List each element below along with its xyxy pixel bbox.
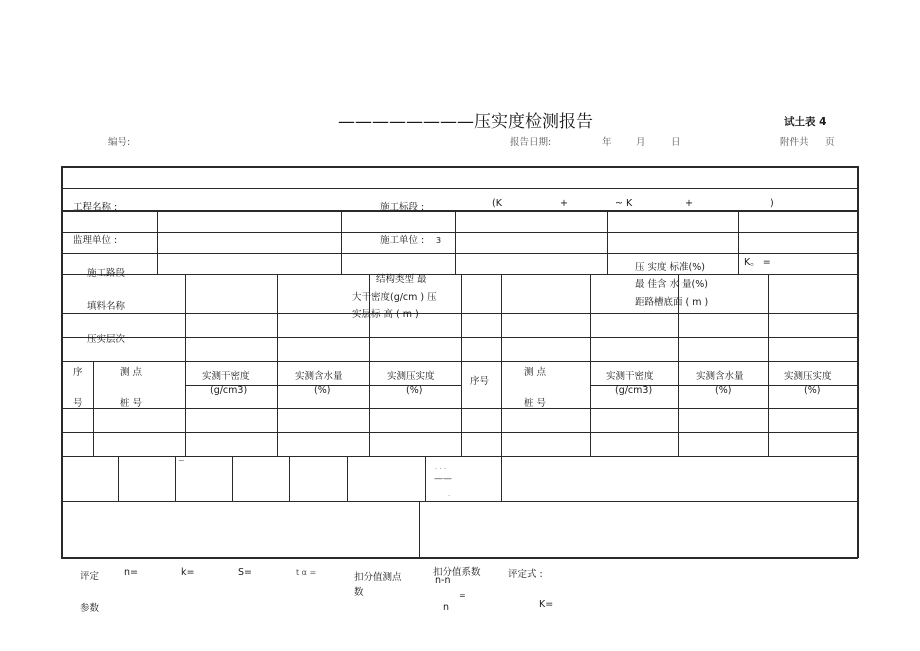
seq2-header: 序号 <box>470 376 490 387</box>
project-name-label: 工程名称 : <box>73 202 118 213</box>
moisture-unit-2: (%) <box>715 385 732 396</box>
moisture-unit: (%) <box>314 385 331 396</box>
deduct-points-label: 扣分值测点 <box>354 572 402 583</box>
compaction-header-2: 实测压实度 <box>784 371 832 382</box>
dots-mark: . . . <box>435 463 447 471</box>
seq-top: 序 <box>73 367 83 378</box>
plus-one: + <box>560 198 568 209</box>
compaction-header: 实测压实度 <box>387 371 435 382</box>
pages-label: 页 <box>825 137 835 148</box>
compaction-unit: (%) <box>406 385 423 396</box>
number-label: 编号: <box>108 137 131 148</box>
k-label: k= <box>181 567 195 578</box>
point2-top: 测 点 <box>524 367 547 378</box>
month-label: 月 <box>636 137 646 148</box>
contractor-note: 3 <box>436 236 442 245</box>
section-label: 施工标段 : <box>380 202 425 213</box>
count-label: 数 <box>354 587 364 598</box>
compaction-standard-label: 压 实度 标准(%) <box>635 262 705 273</box>
form-code: 试土表 4 <box>784 116 827 128</box>
dry-density-unit-2: (g/cm3) <box>615 385 653 396</box>
stake-label: 桩 号 <box>120 398 143 409</box>
dash-mark: —— <box>434 474 452 484</box>
moisture-header: 实测含水量 <box>295 371 343 382</box>
K-label: K= <box>539 599 554 610</box>
contractor-label: 施工单位 : <box>380 235 425 246</box>
eq-label: = <box>459 591 466 600</box>
road-label: 施工路段 <box>87 268 126 279</box>
supervisor-label: 监理单位 : <box>73 235 118 246</box>
distance-label: 距路槽底面 ( m ) <box>635 297 709 308</box>
layer-label: 压实层次 <box>87 334 126 345</box>
ta-label: t α = <box>296 568 317 577</box>
title-text: 压实度检测报告 <box>474 112 593 132</box>
dry-density-header-2: 实测干密度 <box>606 371 654 382</box>
stake2-label: 桩 号 <box>524 398 547 409</box>
n-label: n= <box>124 567 138 578</box>
dry-density-header: 实测干密度 <box>202 371 250 382</box>
eval-label: 评定 <box>80 571 100 582</box>
title-rule: ———————— <box>338 112 474 132</box>
k0-label: K。 = <box>744 257 771 268</box>
tilde-mark: ~ <box>178 456 185 465</box>
n-bottom-label: n <box>443 602 450 613</box>
point-top: 测 点 <box>120 367 143 378</box>
day-label: 日 <box>671 137 681 148</box>
k-end: ~ K <box>615 198 633 209</box>
plus-two: + <box>685 198 693 209</box>
year-label: 年 <box>602 137 612 148</box>
moisture-header-2: 实测含水量 <box>696 371 744 382</box>
eval-formula-label: 评定式 : <box>508 569 543 580</box>
compaction-unit-2: (%) <box>804 385 821 396</box>
dot-mark: . <box>448 490 451 498</box>
structure-type-label: 结构类型 最 <box>376 274 427 285</box>
optimum-moisture-label: 最 佳含 水 量(%) <box>635 279 708 290</box>
max-density-label: 大干密度(g/cm ) 压 <box>352 292 437 303</box>
k-start: (K <box>492 198 502 209</box>
s-label: S= <box>238 567 252 578</box>
paren-close: ) <box>770 198 774 209</box>
params-label: 参数 <box>80 603 100 614</box>
seq-bottom: 号 <box>73 398 83 409</box>
deduct-coef-label: 扣分值系数 <box>433 567 481 578</box>
page-title <box>338 107 593 132</box>
report-date-label: 报告日期: <box>510 137 552 148</box>
attachment-label: 附件共 <box>780 137 809 148</box>
dry-density-unit: (g/cm3) <box>210 385 248 396</box>
fill-name-label: 填料名称 <box>87 301 126 312</box>
nn-label: n-n <box>435 575 451 586</box>
compaction-std-label: 实层标 高 ( m ) <box>352 309 419 320</box>
